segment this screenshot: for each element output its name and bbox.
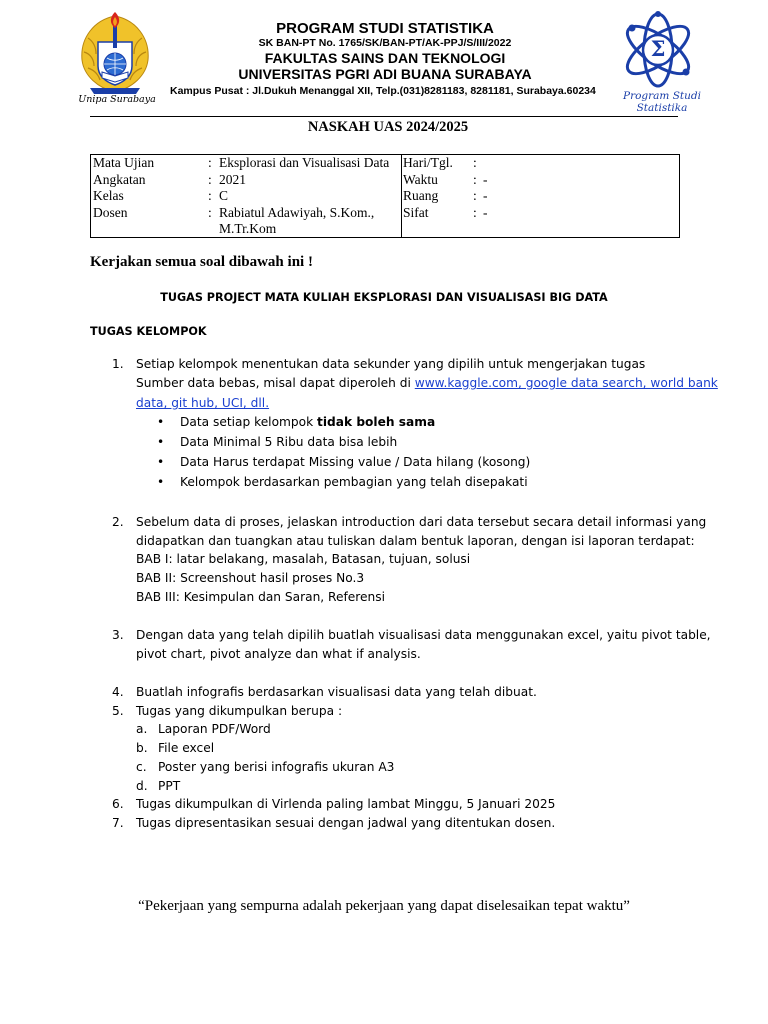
bullet-icon: •	[157, 415, 165, 429]
university-name: UNIVERSITAS PGRI ADI BUANA SURABAYA	[238, 66, 532, 82]
info-separator: :	[473, 155, 477, 170]
info-label: Hari/Tgl.	[403, 155, 453, 170]
item-text: didapatkan dan tuangkan atau tuliskan dalam bentuk laporan, dengan isi laporan terdapat:	[136, 534, 695, 548]
info-label: Dosen	[93, 204, 128, 220]
item-text: BAB II: Screenshout hasil proses No.3	[136, 571, 365, 585]
item-number: 7.	[112, 816, 124, 830]
group-task-heading: TUGAS KELOMPOK	[90, 325, 207, 338]
sub-item-text: File excel	[158, 741, 215, 755]
sub-item-letter: b.	[136, 741, 148, 755]
accreditation-number: SK BAN-PT No. 1765/SK/BAN-PT/AK-PPJ/S/III/2022	[258, 37, 512, 49]
program-logo	[596, 8, 726, 112]
info-divider	[401, 155, 402, 237]
university-logo	[76, 8, 154, 110]
sub-item-letter: d.	[136, 779, 148, 793]
bullet-text: Data Minimal 5 Ribu data bisa lebih	[180, 435, 398, 449]
sigma-symbol: Σ	[650, 36, 666, 61]
info-value: -	[483, 188, 488, 203]
bullet-text	[180, 415, 435, 429]
sub-item-text: Laporan PDF/Word	[158, 722, 271, 736]
instruction-text: Kerjakan semua soal dibawah ini !	[90, 254, 313, 270]
info-separator: :	[208, 155, 212, 170]
bullet-text-bold: tidak boleh sama	[317, 415, 436, 429]
info-value: M.Tr.Kom	[219, 221, 277, 236]
info-label: Angkatan	[93, 171, 146, 187]
info-label: Sifat	[403, 204, 429, 220]
program-name: PROGRAM STUDI STATISTIKA	[276, 20, 494, 37]
faculty-name: FAKULTAS SAINS DAN TEKNOLOGI	[264, 50, 506, 66]
sub-item-text: Poster yang berisi infografis ukuran A3	[158, 760, 395, 774]
info-label: Mata Ujian	[93, 155, 155, 170]
item-text: BAB III: Kesimpulan dan Saran, Referensi	[136, 590, 385, 604]
item-text: Dengan data yang telah dipilih buatlah visualisasi data menggunakan excel, yaitu pivot table,	[136, 628, 711, 642]
item-number: 6.	[112, 797, 124, 811]
info-value: Eksplorasi dan Visualisasi Data	[219, 155, 390, 170]
item-text: Tugas yang dikumpulkan berupa :	[136, 704, 343, 718]
item-text: BAB I: latar belakang, masalah, Batasan, tujuan, solusi	[136, 552, 471, 566]
campus-address: Kampus Pusat : Jl.Dukuh Menanggal XII, Telp.(031)8281183, 8281181, Surabaya.60234	[170, 85, 596, 97]
item-text: Sebelum data di proses, jelaskan introduction dari data tersebut secara detail informasi yang	[136, 515, 707, 529]
item-text	[136, 376, 718, 390]
data-source-link-cont[interactable]: data, git hub, UCI, dll.	[136, 396, 270, 410]
info-label: Ruang	[403, 188, 439, 203]
sub-item-text: PPT	[158, 779, 181, 793]
exam-info-table	[90, 154, 680, 238]
bullet-text: Data Harus terdapat Missing value / Data hilang (kosong)	[180, 455, 531, 469]
item-text: Tugas dipresentasikan sesuai dengan jadwal yang ditentukan dosen.	[136, 816, 556, 830]
exam-title: NASKAH UAS 2024/2025	[307, 119, 469, 135]
letterhead-rule	[90, 116, 678, 117]
info-label: Kelas	[93, 188, 124, 203]
item-text: Buatlah infografis berdasarkan visualisasi data yang telah dibuat.	[136, 685, 537, 699]
bullet-text: Kelompok berdasarkan pembagian yang telah disepakati	[180, 475, 528, 489]
info-separator: :	[473, 204, 477, 220]
bullet-icon: •	[157, 455, 165, 469]
closing-quote: “Pekerjaan yang sempurna adalah pekerjaan yang dapat diselesaikan tepat waktu”	[138, 898, 630, 914]
sub-item-letter: a.	[136, 722, 148, 736]
info-value: Rabiatul Adawiyah, S.Kom.,	[219, 204, 375, 220]
sub-item-letter: c.	[136, 760, 147, 774]
info-separator: :	[208, 204, 212, 220]
item-number: 1.	[112, 357, 124, 371]
letterhead	[150, 20, 620, 82]
program-logo-caption: Program Studi Statistika	[623, 90, 701, 114]
info-value: 2021	[219, 171, 246, 187]
item-text: Setiap kelompok menentukan data sekunder yang dipilih untuk mengerjakan tugas	[136, 357, 646, 371]
info-separator: :	[208, 171, 212, 187]
item-text: pivot chart, pivot analyze dan what if analysis.	[136, 647, 421, 661]
item-text: Tugas dikumpulkan di Virlenda paling lambat Minggu, 5 Januari 2025	[136, 797, 556, 811]
bullet-text-plain: Data setiap kelompok	[180, 415, 318, 429]
assignment-heading: TUGAS PROJECT MATA KULIAH EKSPLORASI DAN VISUALISASI BIG DATA	[160, 291, 608, 304]
info-value: -	[483, 204, 488, 220]
item-number: 4.	[112, 685, 124, 699]
info-separator: :	[208, 188, 212, 203]
info-value: C	[219, 188, 229, 203]
item-number: 3.	[112, 628, 124, 642]
bullet-icon: •	[157, 435, 165, 449]
data-source-link[interactable]: www.kaggle.com, google data search, world bank	[414, 376, 718, 390]
info-value: -	[483, 171, 488, 187]
item-number: 2.	[112, 515, 124, 529]
info-separator: :	[473, 188, 477, 203]
university-logo-caption: Unipa Surabaya	[78, 94, 156, 105]
info-label: Waktu	[403, 171, 438, 187]
item-number: 5.	[112, 704, 124, 718]
bullet-icon: •	[157, 475, 165, 489]
info-separator: :	[473, 171, 477, 187]
source-prefix: Sumber data bebas, misal dapat diperoleh di	[136, 376, 415, 390]
